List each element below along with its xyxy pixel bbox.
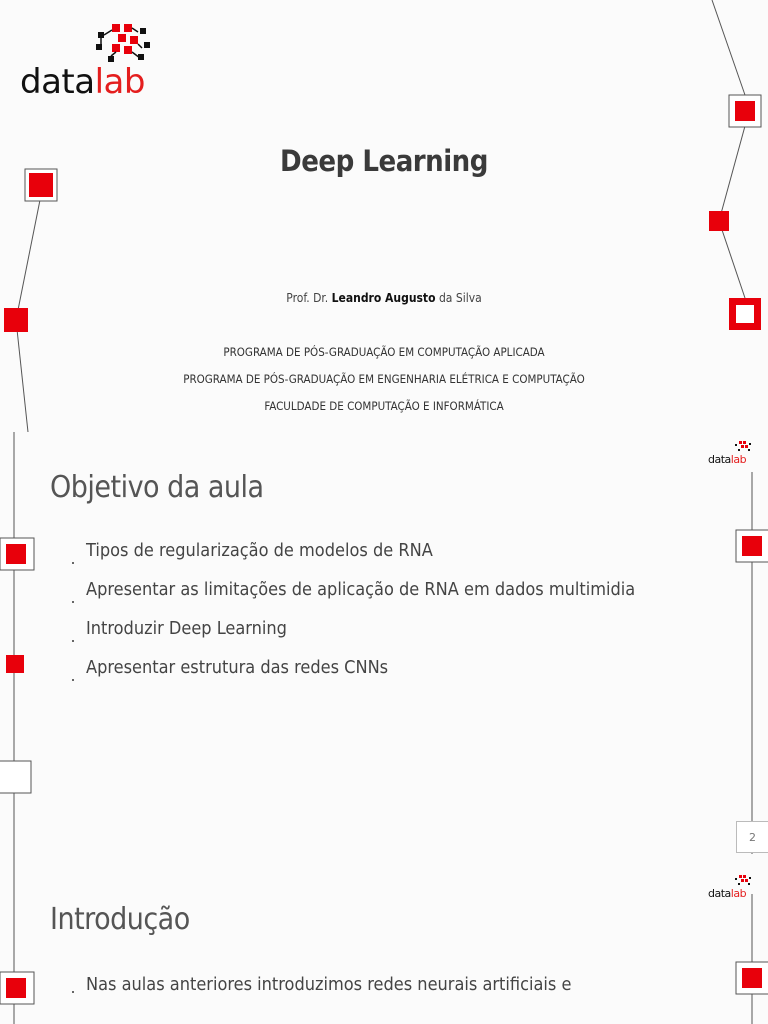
author-prefix: Prof. Dr. (286, 291, 329, 305)
program-line-2: PROGRAMA DE PÓS-GRADUAÇÃO EM ENGENHARIA ELÉTRICA E COMPUTAÇÃO (183, 372, 585, 386)
list-item: Apresentar estrutura das redes CNNs (70, 657, 635, 696)
slide-title (0, 0, 768, 432)
list-item: Tipos de regularização de modelos de RNA (70, 540, 635, 579)
list-item: Nas aulas anteriores introduzimos redes neurais artificiais e (70, 974, 571, 1004)
author-surname: da Silva (438, 291, 482, 305)
circuit-logo-icon (734, 440, 752, 454)
logo-wordmark: datalab (708, 887, 747, 900)
logo-wordmark: datalab (20, 62, 145, 102)
objectives-list (70, 540, 635, 696)
slide-heading: Introdução (50, 902, 190, 937)
datalab-logo (20, 22, 155, 102)
list-item: Apresentar as limitações de aplicação de RNA em dados multimidia (70, 579, 635, 618)
author-name: Leandro Augusto (331, 291, 436, 305)
slide-introduction (0, 854, 768, 1024)
faculty-line: FACULDADE DE COMPUTAÇÃO E INFORMÁTICA (264, 399, 504, 413)
author-line (0, 291, 768, 305)
circuit-logo-icon (734, 874, 752, 888)
page-number: 2 (736, 821, 768, 853)
slide-objectives (0, 432, 768, 854)
datalab-logo-small (708, 440, 756, 470)
introduction-list (70, 974, 571, 1004)
logo-wordmark: datalab (708, 453, 747, 466)
presentation-title: Deep Learning (280, 144, 488, 178)
slide-heading: Objetivo da aula (50, 470, 264, 505)
list-item: Introduzir Deep Learning (70, 618, 635, 657)
datalab-logo-small (708, 874, 756, 904)
program-line-1: PROGRAMA DE PÓS-GRADUAÇÃO EM COMPUTAÇÃO APLICADA (223, 345, 545, 359)
